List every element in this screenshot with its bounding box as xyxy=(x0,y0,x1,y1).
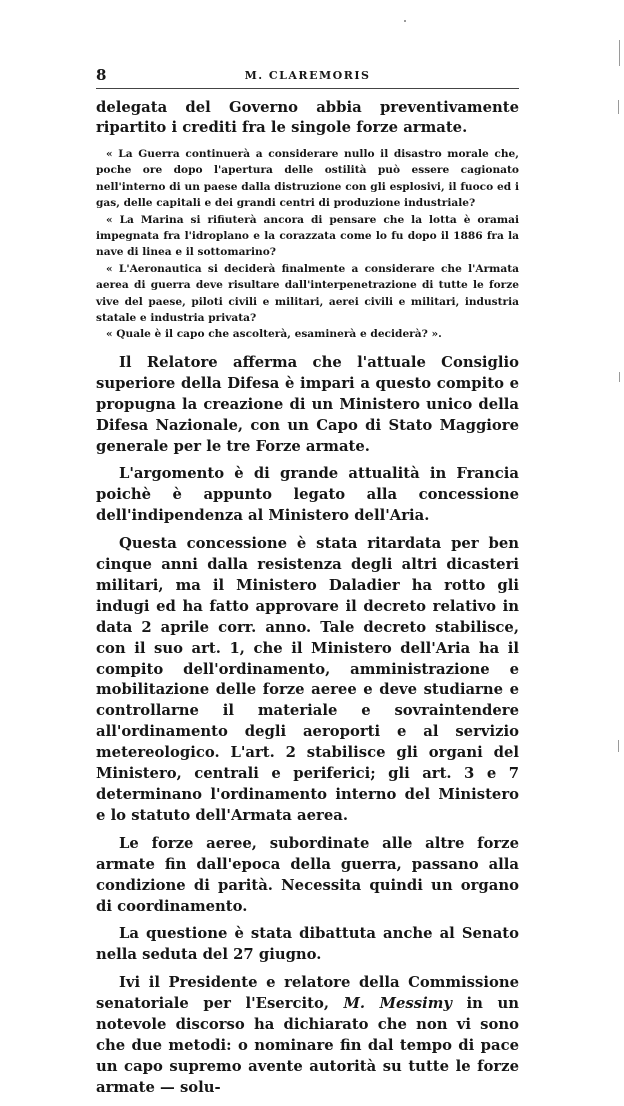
quote-paragraph: « La Marina si rifiuterà ancora di pensare che la lotta è oramai impegnata fra l'idroplano e la corazzata come lo fu dopo il 1886 fra la nave di linea e il sottomarino? xyxy=(96,213,519,259)
body-paragraph: Le forze aeree, subordinate alle altre forze armate fin dall'epoca della guerra, passano alla condizione di parità. Necessita quindi un organo di coordinamento. xyxy=(96,834,519,915)
body-paragraph: Il Relatore afferma che l'attuale Consiglio superiore della Difesa è impari a questo compito e propugna la creazione di un Ministero unico della Difesa Nazionale, con un Capo di Stato Maggiore generale per le tre Forze armate. xyxy=(96,353,519,455)
quote-paragraph: « L'Aeronautica si deciderà finalmente a considerare che l'Armata aerea di guerra deve risultare dall'interpenetrazione di tutte le forze vive del paese, piloti civili e militari, aerei civili e militari, industria statale e industria privata? xyxy=(96,262,519,325)
text-run: in un notevole discorso ha dichiarato che non vi sono che due metodi: o nominare fin dal tempo di pace un capo supremo avente autorità su tutte le forze armate — solu- xyxy=(96,995,520,1096)
text-run: Ivi il Presidente e relatore della Commissione senatoriale per l'Esercito, xyxy=(96,974,519,1013)
quote-paragraph: « Quale è il capo che ascolterà, esaminerà e deciderà? ». xyxy=(106,328,442,341)
quote-paragraph: « La Guerra continuerà a considerare nullo il disastro morale che, poche ore dopo l'apertura delle ostilità può essere cagionato nell'interno di un paese dalla distruzione con gli esplosivi, il fuoco ed i gas, delle capitali e dei grandi centri di produzione industriale? xyxy=(96,148,519,210)
body-paragraph: Questa concessione è stata ritardata per ben cinque anni dalla resistenza degli altri dicasteri militari, ma il Ministero Daladier ha rotto gli indugi ed ha fatto approvare il decreto relativo in data 2 aprile corr. anno. Tale decreto stabilisce, con il suo art. 1, che il Ministero dell'Aria ha il compito dell'ordinamento, amministrazione e mobilitazione delle forze aeree e deve studiarne e controllarne il materiale e sovraintendere all'ordinamento degli aeroporti e al servizio metereologico. L'art. 2 stabilisce gli organi del Ministero, centrali e periferici; gli art. 3 e 7 determinano l'ordinamento interno del Ministero e lo statuto dell'Armata aerea. xyxy=(96,535,519,824)
page-number: 8 xyxy=(96,66,107,84)
scan-edge-mark xyxy=(619,372,620,382)
quoted-block xyxy=(96,146,519,343)
scan-speck xyxy=(404,20,406,22)
scan-edge-mark xyxy=(619,40,620,66)
lead-paragraph: delegata del Governo abbia preventivamente ripartito i crediti fra le singole forze armate. xyxy=(96,99,519,136)
body-paragraph: La questione è stata dibattuta anche al Senato nella seduta del 27 giugno. xyxy=(96,925,519,964)
page-body xyxy=(96,98,519,1106)
scan-edge-mark xyxy=(618,740,619,752)
running-head: M. CLAREMORIS xyxy=(244,69,371,82)
body-paragraph-last xyxy=(96,973,519,1098)
page-header xyxy=(96,66,519,89)
body-paragraph: L'argomento è di grande attualità in Francia poichè è appunto legato alla concessione dell'indipendenza al Ministero dell'Aria. xyxy=(96,465,519,525)
scan-edge-mark xyxy=(618,100,619,114)
italic-name: M. Messimy xyxy=(343,995,452,1013)
